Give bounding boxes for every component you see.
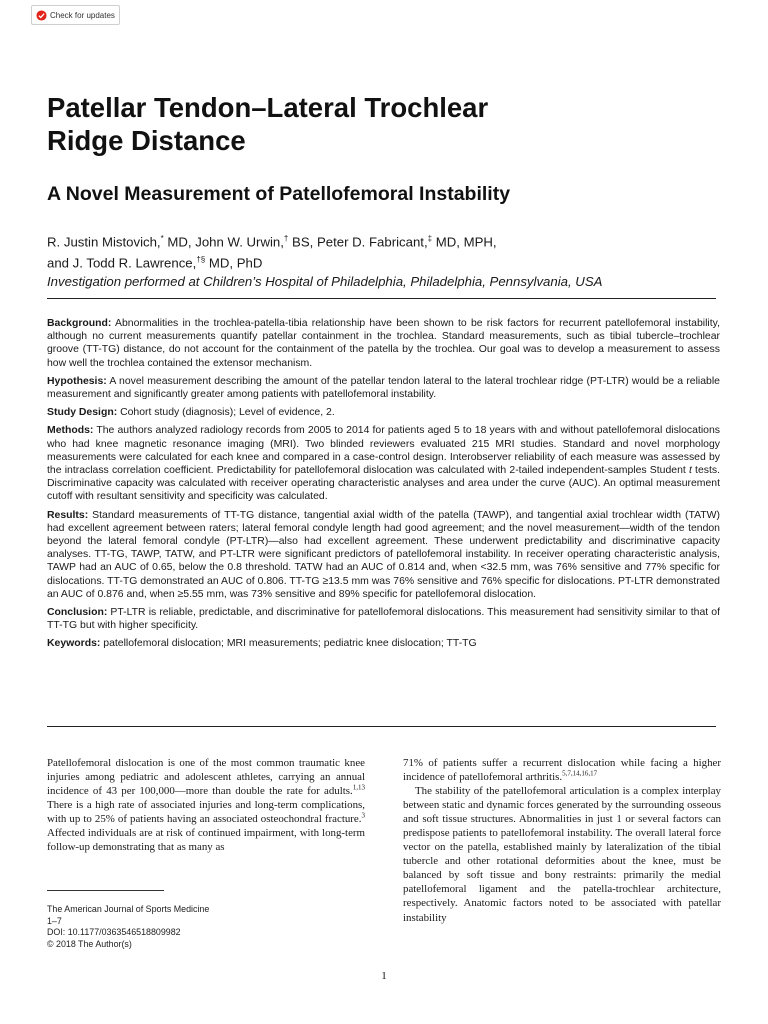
author-3-mark: ‡: [427, 234, 433, 243]
keywords-label: Keywords:: [47, 638, 101, 650]
copyright: © 2018 The Author(s): [47, 938, 132, 949]
article-title: [47, 91, 687, 157]
left-citation-2[interactable]: 3: [361, 811, 365, 820]
abstract: [47, 317, 720, 656]
abstract-results: [47, 509, 720, 601]
page-range: 1–7: [47, 915, 62, 926]
body-column-left: [47, 756, 365, 854]
title-line-1: Patellar Tendon–Lateral Trochlear: [47, 92, 489, 123]
abstract-background: [47, 317, 720, 370]
results-text: Standard measurements of TT-TG distance, tangential axial width of the patella (TAWP), and tangential axial trochlear width (TATW) had excellent agreement between raters; lateral femoral condyle length had good agreement; and the novel measurement—width of the tendon beyond the lateral femoral condyle (PT-LTR)—also had excellent agreement. These underwent predictability and discriminative capacity analyses. TT-TG, TAWP, TATW, and PT-LTR were significant predictors of patellofemoral instability. In receiver operating characteristic analysis, TAWP had an AUC of 0.65, below the 0.8 threshold. TATW had an AUC of 0.814 and, when <32.5 mm, was 76% sensitive and 77% specific for dislocations. TT-TG demonstrated an AUC of 0.806. TT-TG ≥13.5 mm was 76% sensitive and 76% specific for dislocations. PT-LTR demonstrated an AUC of 0.876 and, when ≥5.55 mm, was 73% sensitive and 89% specific for patellofemoral dislocation.: [47, 509, 720, 600]
author-1-mark: *: [160, 234, 164, 243]
author-2-mark: †: [283, 234, 289, 243]
crossmark-icon: [36, 10, 47, 21]
author-block: [47, 230, 727, 291]
methods-label: Methods:: [47, 425, 94, 437]
results-label: Results:: [47, 509, 89, 521]
author-1: R. Justin Mistovich,: [47, 234, 161, 250]
doi[interactable]: DOI: 10.1177/0363546518809982: [47, 927, 181, 938]
hypothesis-text: A novel measurement describing the amount of the patellar tendon lateral to the lateral trochlear ridge (PT-LTR) would be a reliable measurement and significantly greater among patients with patellofemoral instability.: [47, 375, 720, 401]
left-text-b: There is a high rate of associated injuries and long-term complications, with up to 25% of patients having an associated osteochondral fracture.: [47, 799, 365, 826]
abstract-top-rule: [47, 298, 716, 299]
author-3-degree: MD, MPH,: [432, 234, 497, 250]
check-for-updates-badge[interactable]: [31, 5, 120, 25]
right-text-a: 71% of patients suffer a recurrent dislocation while facing a higher incidence of patellofemoral arthritis.: [403, 757, 721, 784]
article-subtitle: A Novel Measurement of Patellofemoral Instability: [47, 183, 511, 205]
abstract-bottom-rule: [47, 726, 716, 727]
body-column-right: [403, 756, 721, 925]
left-text-c: Affected individuals are at risk of continued impairment, with long-term follow-up demonstrating that as many as: [47, 827, 365, 854]
footnote-rule: [47, 890, 164, 891]
background-label: Background:: [47, 318, 112, 329]
methods-text-a: The authors analyzed radiology records from 2005 to 2014 for patients aged 5 to 18 years with and without patellofemoral dislocations who had knee magnetic resonance imaging (MRI). Two blinded reviewers evaluated 215 MRI studies. Standard and novel morphology measurements were calculated for each knee and compared in a case-control design. Interobserver reliability of each measure was assessed by the intraclass correlation coefficient. Predictability for patellofemoral dislocation was calculated with 2-tailed independent-samples Student: [47, 425, 720, 477]
author-4-mark: †§: [196, 255, 206, 265]
body-paragraph-1-cont: [403, 756, 721, 784]
page-number: 1: [381, 970, 387, 982]
affiliation: Investigation performed at Children’s Hospital of Philadelphia, Philadelphia, Pennsylvania, USA: [47, 273, 603, 289]
left-text-a: Patellofemoral dislocation is one of the most common traumatic knee injuries among pediatric and adolescent athletes, carrying an annual incidence of 43 per 100,000—more than double the rate for adults.: [47, 757, 365, 798]
title-line-2: Ridge Distance: [47, 125, 246, 156]
body-paragraph-1: [47, 756, 365, 854]
hypothesis-label: Hypothesis:: [47, 375, 107, 387]
author-2-degree: BS, Peter D. Fabricant,: [288, 234, 428, 250]
right-citation-1[interactable]: 5,7,14,16,17: [562, 769, 598, 778]
left-citation-1[interactable]: 1,13: [352, 783, 365, 792]
abstract-keywords: [47, 637, 720, 650]
methods-t: t: [688, 465, 692, 477]
journal-footnote: [47, 904, 367, 950]
design-text: Cohort study (diagnosis); Level of evidence, 2.: [117, 407, 335, 419]
background-text: Abnormalities in the trochlea-patella-tibia relationship have been shown to be risk factors for recurrent patellofemoral instability, although no current measurements quantify patellar containment in the trochlea. Standard measurements, such as tibial tubercle–trochlear groove (TT-TG) distance, do not account for the containment of the patella by the trochlea. Our goal was to develop a measurement to assess how well the trochlea contained the extensor mechanism.: [47, 318, 720, 369]
abstract-conclusion: [47, 606, 720, 632]
conclusion-text: PT-LTR is reliable, predictable, and discriminative for patellofemoral dislocations. This measurement had sensitivity similar to that of TT-TG but with higher specificity.: [47, 607, 720, 632]
author-4: and J. Todd R. Lawrence,: [47, 255, 197, 271]
body-paragraph-2: The stability of the patellofemoral articulation is a complex interplay between static and dynamic forces generated by the surrounding osseous and soft tissue structures. Abnormalities in just 1 or several factors can predispose patients to patellofemoral instability. The overall lateral force vector on the patella, established mainly by lateralization of the tibial tubercle and other rotational deformities about the knee, must be balanced by soft tissue and bony restraints: primarily the medial patellofemoral ligament and the patella-trochlear architecture, respectively. Anatomic factors noted to be associated with patellar instability: [403, 785, 721, 924]
author-4-degree: MD, PhD: [205, 255, 263, 271]
abstract-methods: [47, 424, 720, 503]
design-label: Study Design:: [47, 407, 118, 419]
keywords-text: patellofemoral dislocation; MRI measurements; pediatric knee dislocation; TT-TG: [100, 638, 477, 650]
methods-text-b: tests. Discriminative capacity was calculated with receiver operating characteristic analyses and area under the curve (AUC). An optimal measurement cutoff with resultant sensitivity and specificity was calculated.: [47, 465, 721, 503]
author-1-degree: MD, John W. Urwin,: [163, 234, 284, 250]
conclusion-label: Conclusion:: [47, 607, 108, 619]
abstract-study-design: [47, 406, 720, 419]
abstract-hypothesis: [47, 375, 720, 401]
journal-name: The American Journal of Sports Medicine: [47, 904, 210, 914]
badge-label: Check for updates: [50, 10, 115, 20]
